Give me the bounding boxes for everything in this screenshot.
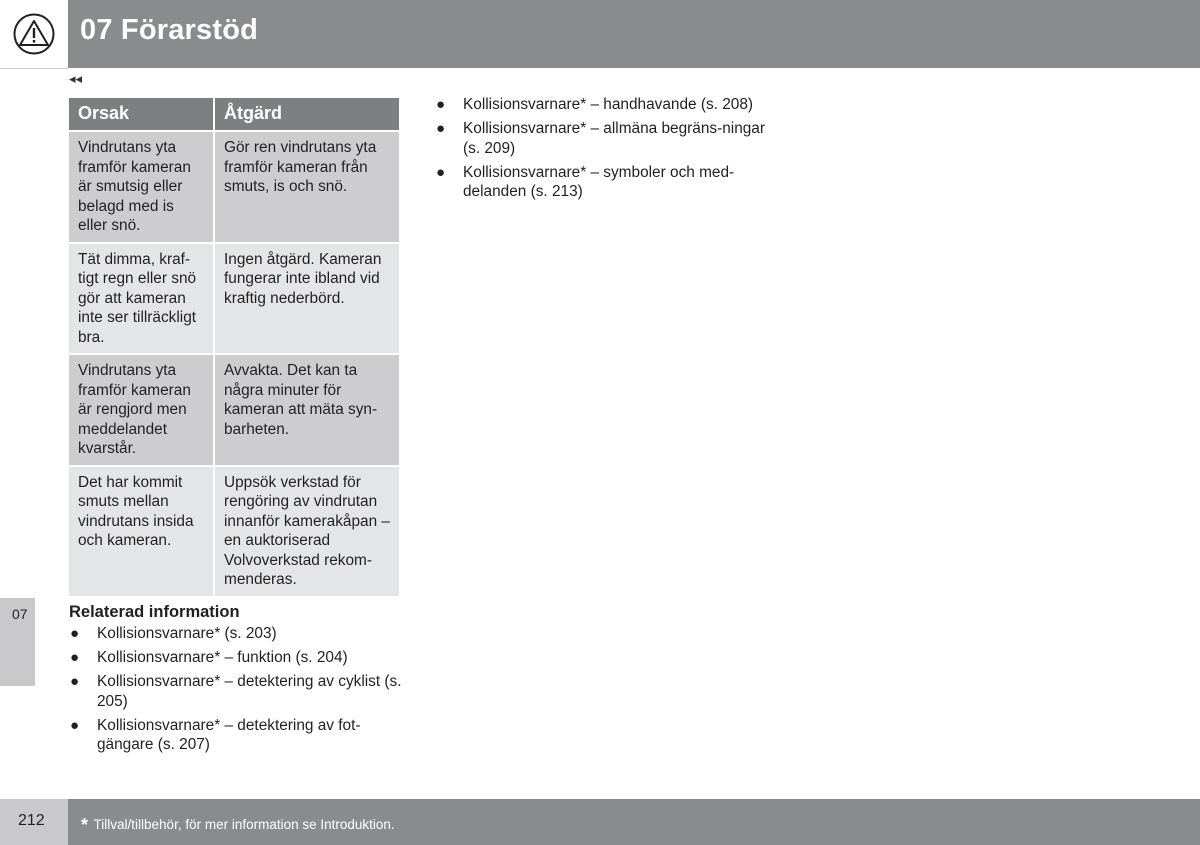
bullet-icon: ● xyxy=(436,120,446,137)
table-row xyxy=(69,355,399,465)
related-link[interactable]: Kollisionsvarnare* – symboler och med-delanden (s. 213) xyxy=(463,163,735,200)
back-arrows-icon[interactable]: ◂◂ xyxy=(69,71,83,86)
column-header-cause: Orsak xyxy=(69,98,213,130)
list-item[interactable] xyxy=(69,624,409,644)
header-icon-area xyxy=(0,0,68,68)
list-item[interactable] xyxy=(69,672,409,711)
footnote-star: * xyxy=(81,815,89,835)
bullet-icon: ● xyxy=(436,96,446,113)
related-link[interactable]: Kollisionsvarnare* (s. 203) xyxy=(97,625,277,642)
table-cell-cause: Det har kommit smuts mellan vindrutans insida och kameran. xyxy=(69,467,213,596)
related-link[interactable]: Kollisionsvarnare* – allmäna begräns-ningar (s. 209) xyxy=(463,120,765,157)
table-row xyxy=(69,467,399,596)
table-cell-action: Ingen åtgärd. Kameran fungerar inte ibland vid kraftig nederbörd. xyxy=(215,244,399,354)
header-divider xyxy=(0,68,68,69)
table-cell-cause: Tät dimma, kraf-tigt regn eller snö gör att kameran inte ser tillräckligt bra. xyxy=(69,244,213,354)
table-row xyxy=(69,244,399,354)
list-item[interactable] xyxy=(435,119,775,158)
table-cell-cause: Vindrutans yta framför kameran är smutsig eller belagd med is eller snö. xyxy=(69,132,213,242)
bullet-icon: ● xyxy=(436,163,446,181)
page-title: 07 Förarstöd xyxy=(80,14,259,46)
related-link[interactable]: Kollisionsvarnare* – detektering av fot-gängare (s. 207) xyxy=(97,716,361,753)
cause-action-table xyxy=(69,98,399,596)
related-link[interactable]: Kollisionsvarnare* – detektering av cyklist (s. 205) xyxy=(97,673,402,710)
related-link[interactable]: Kollisionsvarnare* – funktion (s. 204) xyxy=(97,649,348,666)
bullet-icon: ● xyxy=(70,716,80,734)
footnote-text: Tillval/tillbehör, för mer information se Introduktion. xyxy=(93,817,395,832)
warning-triangle-icon xyxy=(13,13,55,55)
page-number: 212 xyxy=(18,812,45,829)
related-link[interactable]: Kollisionsvarnare* – handhavande (s. 208) xyxy=(463,96,754,113)
footnote xyxy=(81,813,395,834)
list-item[interactable] xyxy=(69,648,409,668)
related-info-heading: Relaterad information xyxy=(69,603,240,621)
table-row xyxy=(69,132,399,242)
table-cell-action: Uppsök verkstad för rengöring av vindrutan innanför kamerakåpan – en auktoriserad Volvoverkstad rekom-menderas. xyxy=(215,467,399,596)
bullet-icon: ● xyxy=(70,649,80,666)
table-cell-action: Gör ren vindrutans yta framför kameran från smuts, is och snö. xyxy=(215,132,399,242)
table-header-row xyxy=(69,98,399,130)
related-info-list xyxy=(69,624,409,759)
related-info-list-continued xyxy=(435,95,775,206)
list-item[interactable] xyxy=(69,716,409,755)
list-item[interactable] xyxy=(435,163,775,202)
chapter-tab-label: 07 xyxy=(12,606,28,622)
table-cell-action: Avvakta. Det kan ta några minuter för kameran att mäta syn-barheten. xyxy=(215,355,399,465)
table-cell-cause: Vindrutans yta framför kameran är rengjord men meddelandet kvarstår. xyxy=(69,355,213,465)
header-bar xyxy=(68,0,1200,68)
bullet-icon: ● xyxy=(70,625,80,642)
bullet-icon: ● xyxy=(70,673,80,690)
footer-bar xyxy=(68,799,1200,845)
list-item[interactable] xyxy=(435,95,775,115)
column-header-action: Åtgärd xyxy=(215,98,399,130)
